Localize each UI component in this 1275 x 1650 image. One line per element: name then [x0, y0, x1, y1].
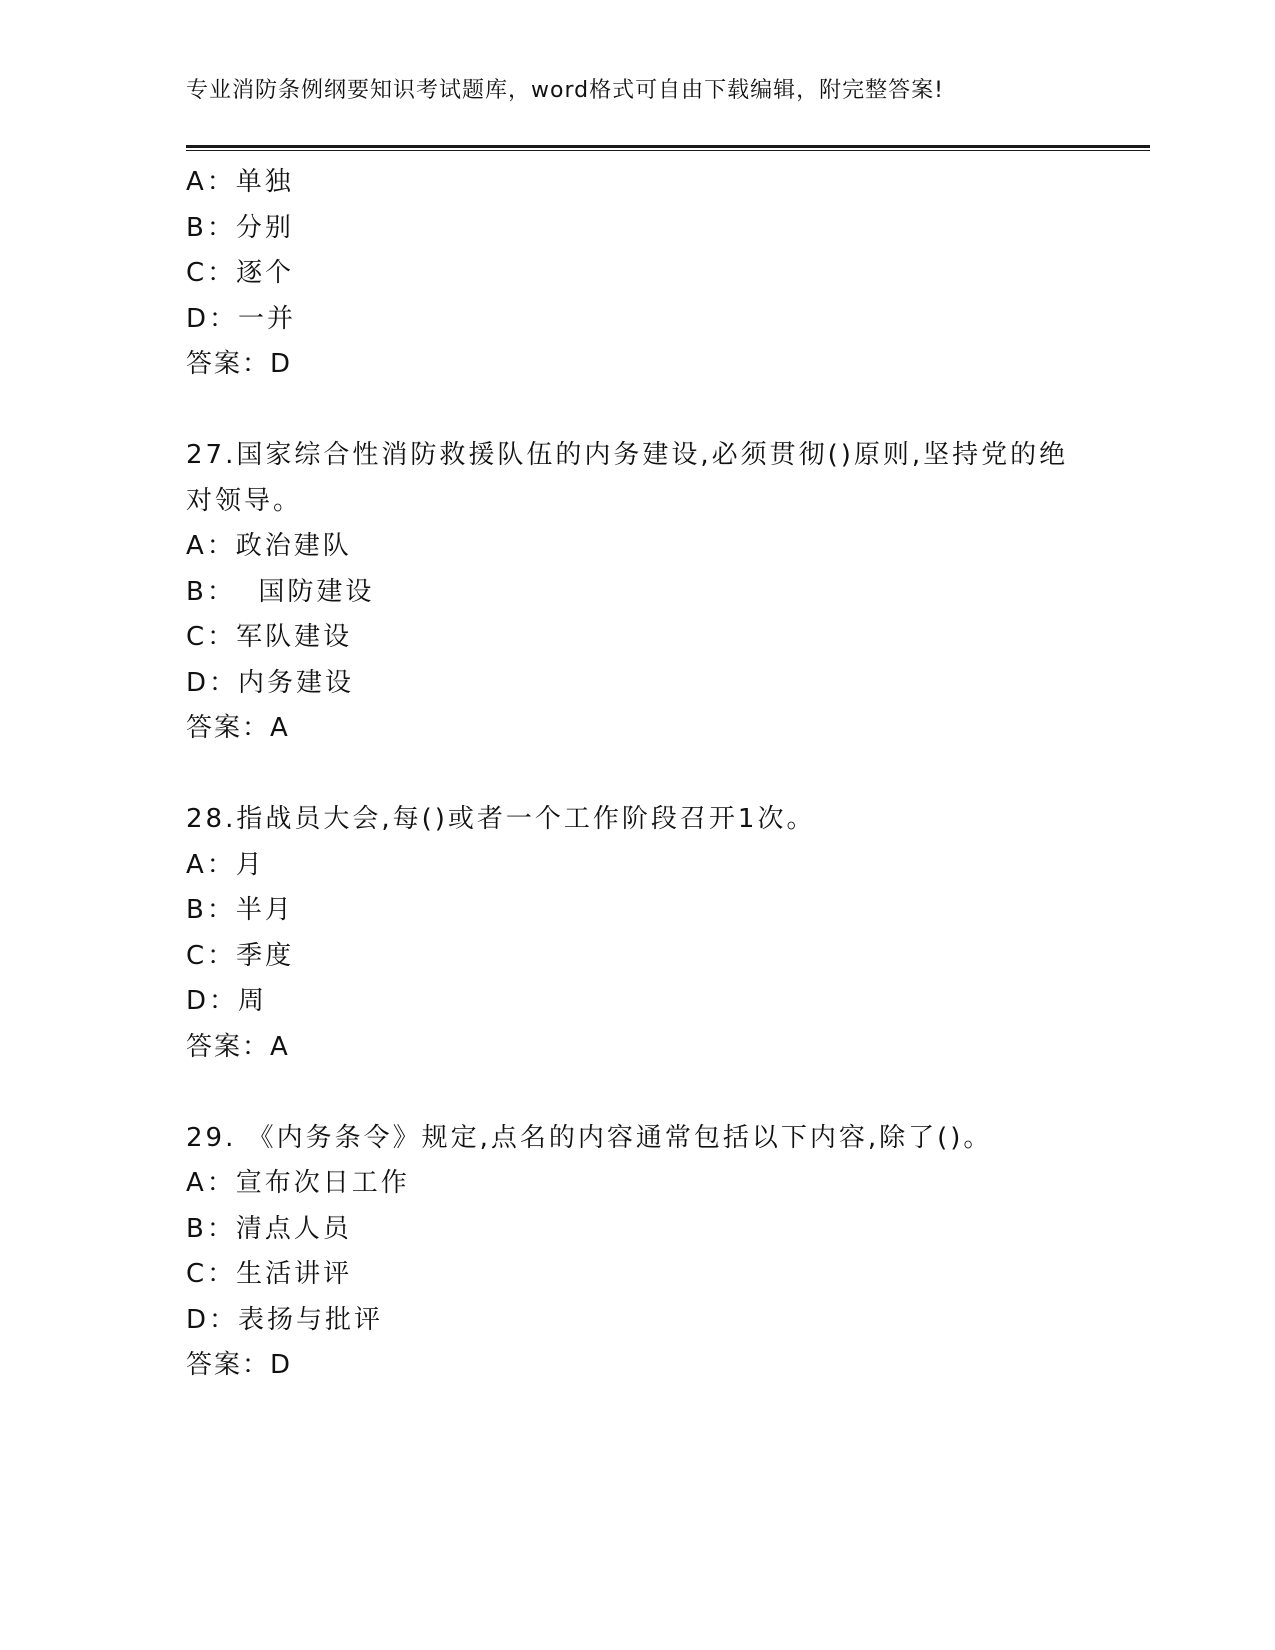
option-letter: D：	[186, 667, 239, 698]
question-27	[186, 433, 1086, 752]
answer-line: 答案：A	[186, 713, 290, 743]
option-letter: A：	[186, 167, 236, 197]
header-divider-thick	[186, 145, 1150, 148]
option-text: 清点人员	[235, 1213, 352, 1244]
option-letter: B：	[186, 1213, 236, 1244]
option-text: 国防建设	[235, 576, 375, 607]
option-text: 季度	[236, 940, 295, 971]
option-d	[186, 979, 1086, 1025]
option-a	[186, 524, 1086, 570]
option-d	[186, 661, 1086, 707]
header-divider-thin	[186, 150, 1150, 151]
option-letter: D：	[186, 1304, 239, 1335]
question-stem: 28.指战员大会,每()或者一个工作阶段召开1次。	[186, 804, 816, 834]
option-text: 月	[235, 849, 265, 880]
option-a	[186, 1161, 1086, 1207]
option-text: 生活讲评	[236, 1259, 353, 1289]
option-letter: A：	[186, 1168, 236, 1198]
question-29	[186, 1116, 1086, 1389]
option-letter: D：	[186, 303, 239, 334]
option-letter: B：	[186, 576, 236, 607]
option-text: 一并	[238, 303, 297, 334]
option-d	[186, 297, 1086, 343]
option-text: 分别	[235, 212, 294, 243]
option-text: 军队建设	[236, 622, 353, 652]
option-text: 宣布次日工作	[235, 1168, 410, 1198]
option-b	[186, 570, 1086, 616]
question-stem: 29. 《内务条令》规定,点名的内容通常包括以下内容,除了()。	[186, 1122, 993, 1153]
question-stem: 27.国家综合性消防救援队伍的内务建设,必须贯彻()原则,坚持党的绝	[186, 440, 1069, 470]
question-list	[186, 160, 1086, 1389]
option-text: 表扬与批评	[238, 1304, 384, 1335]
option-text: 政治建队	[235, 531, 352, 561]
option-letter: A：	[186, 849, 236, 880]
option-c	[186, 615, 1086, 661]
option-text: 逐个	[236, 258, 295, 288]
option-b	[186, 206, 1086, 252]
question-28	[186, 797, 1086, 1070]
option-letter: C：	[186, 1259, 237, 1289]
option-text: 半月	[235, 895, 294, 925]
option-c	[186, 251, 1086, 297]
spacer	[186, 388, 1086, 434]
option-letter: B：	[186, 895, 236, 925]
option-letter: C：	[186, 258, 237, 288]
option-letter: A：	[186, 531, 236, 561]
option-b	[186, 1207, 1086, 1253]
option-a	[186, 843, 1086, 889]
option-letter: C：	[186, 622, 237, 652]
option-text: 内务建设	[238, 667, 355, 698]
option-text: 单独	[235, 167, 294, 197]
spacer	[186, 1070, 1086, 1116]
option-d	[186, 1298, 1086, 1344]
option-c	[186, 934, 1086, 980]
answer-line: 答案：D	[186, 349, 293, 379]
option-letter: D：	[186, 986, 239, 1016]
option-letter: B：	[186, 212, 236, 243]
answer-line: 答案：A	[186, 1031, 290, 1062]
answer-line: 答案：D	[186, 1350, 293, 1380]
option-c	[186, 1252, 1086, 1298]
question-stem-continued: 对领导。	[186, 485, 303, 516]
option-b	[186, 888, 1086, 934]
spacer	[186, 752, 1086, 798]
document-header-title: 专业消防条例纲要知识考试题库，word格式可自由下载编辑，附完整答案!	[186, 78, 944, 103]
option-a	[186, 160, 1086, 206]
option-letter: C：	[186, 940, 237, 971]
question-26	[186, 160, 1086, 388]
option-text: 周	[238, 986, 268, 1016]
